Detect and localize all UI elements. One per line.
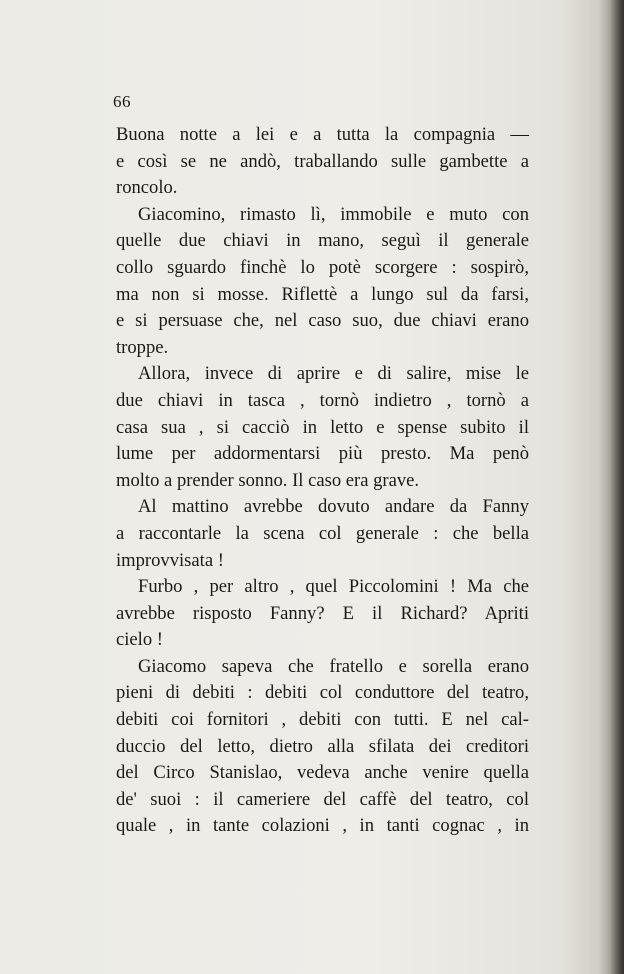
text-line: de' suoi : il cameriere del caffè del teatro, col [116,788,529,810]
body-text [116,122,529,840]
text-line: avrebbe risposto Fanny? E il Richard? Apriti [116,602,529,624]
text-line: collo sguardo finchè lo potè scorgere : sospirò, [116,256,529,278]
text-line: cielo ! [116,629,163,651]
text-line: pieni di debiti : debiti col conduttore del teatro, [116,682,529,704]
text-line: Giacomo sapeva che fratello e sorella erano [138,655,529,677]
text-line: Allora, invece di aprire e di salire, mise le [138,363,529,385]
text-line: Giacomino, rimasto lì, immobile e muto con [138,203,529,225]
text-line: del Circo Stanislao, vedeva anche venire quella [116,762,529,784]
text-line: roncolo. [116,177,178,199]
text-line: a raccontarle la scena col generale : che bella [116,522,529,544]
text-line: ma non si mosse. Riflettè a lungo sul da farsi, [116,283,529,305]
text-line: duccio del letto, dietro alla sfilata dei creditori [116,735,529,757]
text-line: troppe. [116,336,169,358]
text-line: e così se ne andò, traballando sulle gambette a [116,150,529,172]
text-line: improvvisata ! [116,549,224,571]
text-line: lume per addormentarsi più presto. Ma penò [116,443,529,465]
page-binding-edge [610,0,624,974]
text-line: quelle due chiavi in mano, seguì il generale [116,230,529,252]
text-line: Al mattino avrebbe dovuto andare da Fanny [138,496,529,518]
page-number: 66 [113,92,131,111]
text-line: Furbo , per altro , quel Piccolomini ! Ma che [138,576,529,598]
text-line: e si persuase che, nel caso suo, due chiavi erano [116,310,529,332]
text-line: Buona notte a lei e a tutta la compagnia — [116,124,529,145]
text-line: debiti coi fornitori , debiti con tutti. E nel cal- [116,709,529,731]
text-line: quale , in tante colazioni , in tanti cognac , in [116,815,529,837]
text-line: casa sua , si cacciò in letto e spense subito il [116,416,529,438]
text-line: due chiavi in tasca , tornò indietro , tornò a [116,389,529,411]
text-line: molto a prender sonno. Il caso era grave. [116,469,420,491]
